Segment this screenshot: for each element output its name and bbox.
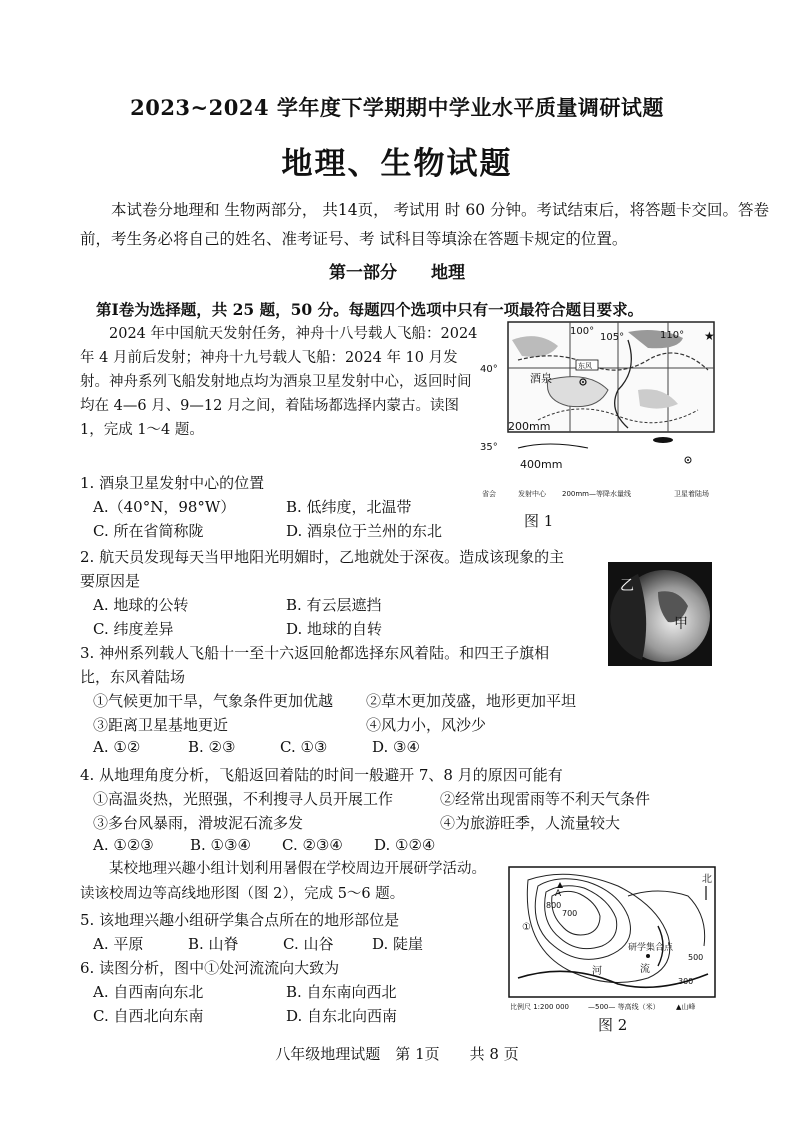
q2-option-b: B. 有云层遮挡	[286, 596, 382, 614]
q5-option-d: D. 陡崖	[372, 935, 424, 953]
legend-rain-line: 200mm—等降水量线	[562, 490, 631, 498]
lon-100-label: 100°	[570, 326, 595, 337]
subject-title: 地理、生物试题	[281, 146, 513, 182]
q5-option-c: C. 山谷	[283, 935, 334, 953]
question-5-stem: 5. 该地理兴趣小组研学集合点所在的地形部位是	[80, 911, 400, 929]
q3-statement-3: ③距离卫星基地更近	[93, 716, 229, 734]
marker-a-label: A	[555, 889, 562, 899]
q5-option-a: A. 平原	[93, 935, 144, 953]
contour-500-label: 500	[688, 953, 704, 962]
part-title: 第一部分 地理	[329, 263, 465, 283]
scale-label: 比例尺 1:200 000	[510, 1003, 569, 1011]
earth-label-yi: 乙	[620, 578, 634, 594]
peak-legend: ▲山峰	[676, 1003, 696, 1011]
legend-launch-center: 发射中心	[518, 490, 546, 498]
lon-110-label: 110°	[660, 330, 685, 341]
question-6-stem: 6. 读图分析，图中①处河流流向大致为	[80, 959, 340, 977]
question-3-stem-line1: 3. 神州系列载人飞船十一至十六返回舱都选择东风着陆。和四王子旗相	[80, 644, 550, 662]
q4-statement-2: ②经常出现雷雨等不利天气条件	[440, 790, 651, 808]
isohyet-400-label: 400mm	[520, 458, 563, 471]
q4-statement-1: ①高温炎热，光照强，不利搜寻人员开展工作	[93, 790, 394, 808]
section-notice: 第Ⅰ卷为选择题，共 25 题，50 分。每题四个选项中只有一项最符合题目要求。	[96, 300, 644, 319]
question-3-stem-line2: 比，东风着陆场	[80, 668, 186, 686]
q4-option-d: D. ①②④	[374, 836, 436, 854]
q3-option-a: A. ①②	[93, 738, 141, 756]
q6-option-d: D. 自东北向西南	[286, 1007, 398, 1025]
legend-satellite-site: 卫星着陆场	[674, 490, 709, 498]
q4-option-a: A. ①②③	[93, 836, 154, 854]
earth-label-jia: 甲	[674, 616, 688, 632]
q4-option-c: C. ②③④	[282, 836, 343, 854]
place-jiuquan-label: 酒泉	[530, 372, 552, 385]
q3-statement-4: ④风力小，风沙少	[366, 716, 487, 734]
q3-statement-1: ①气候更加干旱，气象条件更加优越	[93, 692, 334, 710]
q1-option-c: C. 所在省简称陇	[93, 522, 204, 540]
lat-35-label: 35°	[480, 442, 498, 453]
q2-option-c: C. 纬度差异	[93, 620, 174, 638]
meeting-point-label: 研学集合点	[628, 943, 674, 953]
q6-option-c: C. 自西北向东南	[93, 1007, 204, 1025]
legend-capital: 省会	[482, 490, 496, 498]
contour-700-label: 700	[562, 909, 578, 918]
q6-option-b: B. 自东南向西北	[286, 983, 397, 1001]
isohyet-200-label: 200mm	[508, 420, 551, 433]
map-graphic	[478, 320, 718, 506]
passage-2: 某校地理兴趣小组计划利用暑假在学校周边开展研学活动。读该校周边等高线地形图（图 2），完成 5～6 题。	[80, 861, 486, 902]
figure-1-map	[478, 320, 718, 506]
lat-40-label: 40°	[480, 364, 498, 375]
q3-statement-2: ②草木更加茂盛，地形更加平坦	[366, 692, 577, 710]
q1-option-d: D. 酒泉位于兰州的东北	[286, 522, 443, 540]
exam-title: 2023~2024 学年度下学期期中学业水平质量调研试题	[130, 95, 664, 120]
figure-2-contour-map	[508, 866, 718, 1014]
figure-2-caption: 图 2	[598, 1016, 628, 1034]
marker-1-label: ①	[522, 922, 531, 933]
q1-option-b: B. 低纬度，北温带	[286, 498, 412, 516]
svg-text:★: ★	[704, 329, 715, 343]
place-dongfeng-label: 东风	[578, 362, 592, 370]
question-2-stem-line1: 2. 航天员发现每天当甲地阳光明媚时，乙地就处于深夜。造成该现象的主	[80, 548, 565, 566]
question-4-stem: 4. 从地理角度分析，飞船返回着陆的时间一般避开 7、8 月的原因可能有	[80, 766, 563, 784]
question-2-stem-line2: 要原因是	[80, 572, 141, 590]
q1-option-a: A.（40°N，98°W）	[93, 498, 236, 516]
river-label-1: 河	[592, 966, 602, 977]
q4-statement-4: ④为旅游旺季，人流量较大	[440, 814, 621, 832]
q3-option-b: B. ②③	[188, 738, 236, 756]
contour-legend: —500— 等高线（米）	[588, 1003, 660, 1011]
q5-option-b: B. 山脊	[188, 935, 239, 953]
q2-option-d: D. 地球的自转	[286, 620, 383, 638]
contour-graphic	[508, 866, 718, 1014]
q4-option-b: B. ①③④	[190, 836, 251, 854]
page-footer: 八年级地理试题 第 1页 共 8 页	[275, 1045, 519, 1063]
q3-option-c: C. ①③	[280, 738, 328, 756]
q6-option-a: A. 自西南向东北	[93, 983, 204, 1001]
earth-graphic	[608, 562, 712, 666]
q2-option-a: A. 地球的公转	[93, 596, 189, 614]
passage-1: 2024 年中国航天发射任务，神舟十八号载人飞船：2024 年 4 月前后发射；神舟十九号载人飞船：2024 年 10 月发射。神舟系列飞船发射地点均为酒泉卫星发射中心，返回时间均在 4—6 月、9—12 月之间，着陆场都选择内蒙古。读图 1，完成 1～4 题。	[80, 326, 478, 438]
lon-105-label: 105°	[600, 332, 625, 343]
figure-1-caption: 图 1	[524, 512, 554, 530]
contour-800-label: 800	[546, 901, 562, 910]
river-label-2: 流	[640, 964, 650, 975]
intro-paragraph: 本试卷分地理和 生物两部分， 共14页， 考试用 时 60 分钟。考试结束后，将答题卡交回。答卷前，考生务必将自己的姓名、准考证号、考 试科目等填涂在答题卡规定的位置。	[80, 201, 770, 248]
earth-figure	[608, 562, 712, 666]
north-label: 北	[702, 874, 712, 885]
q4-statement-3: ③多台风暴雨，滑坡泥石流多发	[93, 814, 304, 832]
question-1-stem: 1. 酒泉卫星发射中心的位置	[80, 474, 265, 492]
q3-option-d: D. ③④	[372, 738, 420, 756]
contour-300-label: 300	[678, 977, 694, 986]
